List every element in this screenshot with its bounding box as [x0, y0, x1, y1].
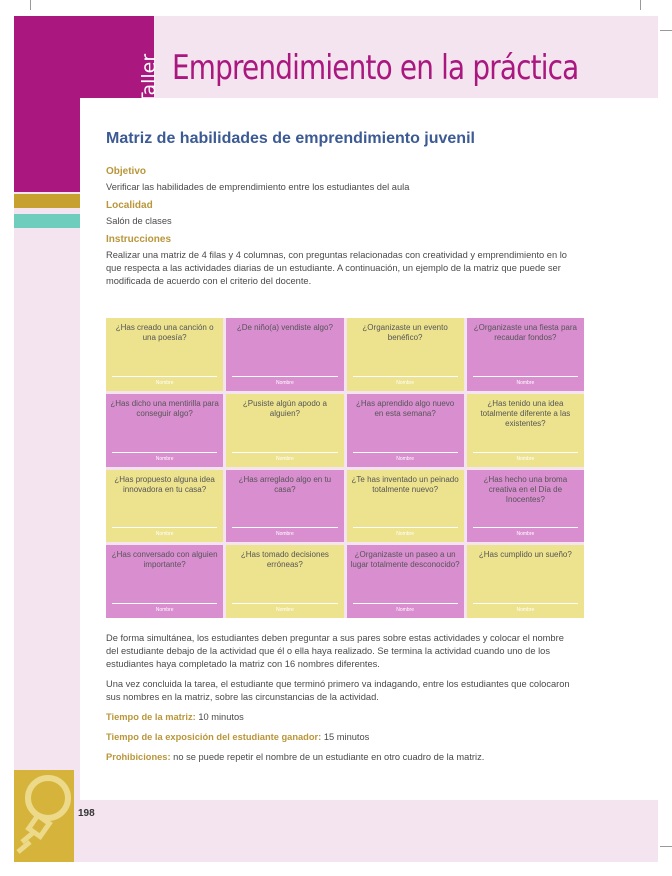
paragraph-procedure: De forma simultánea, los estudiantes deben preguntar a sus pares sobre estas actividades y colocar el nombre del estudiante debajo de la actividad que él o ella haya realizado. Se termina la actividad cuando uno de los estudiantes haya completado la matriz con 16 nombres diferentes. — [106, 633, 564, 669]
activity-details — [106, 632, 576, 771]
instrucciones-text: Realizar una matriz de 4 filas y 4 columnas, con preguntas relacionadas con creatividad y emprendimiento en lo que respecta a las actividades diarias de un estudiante. A continuación, un ejemplo de la matriz que puede ser modificada de acuerdo con el criterio del docente. — [106, 250, 567, 286]
gold-stripe — [14, 194, 80, 208]
prohibitions-label: Prohibiciones: — [106, 752, 171, 762]
matrix-cell: ¿Has propuesto alguna idea innovadora en tu casa? Nombre — [106, 470, 223, 543]
crop-mark — [30, 0, 31, 10]
skills-matrix — [106, 318, 584, 618]
matrix-cell: ¿Organizaste un evento benéfico? Nombre — [347, 318, 464, 391]
matrix-cell: ¿Has cumplido un sueño? Nombre — [467, 545, 584, 618]
section-title: Matriz de habilidades de emprendimiento juvenil — [106, 130, 475, 147]
matrix-time-label: Tiempo de la matriz: — [106, 712, 196, 722]
crop-mark — [660, 30, 672, 31]
page-title: Emprendimiento en la práctica — [172, 48, 579, 88]
matrix-cell: ¿Has aprendido algo nuevo en esta semana? Nombre — [347, 394, 464, 467]
matrix-cell: ¿Has conversado con alguien importante? Nombre — [106, 545, 223, 618]
objetivo-label: Objetivo — [106, 166, 147, 177]
matrix-cell: ¿Organizaste un paseo a un lugar totalmente desconocido? Nombre — [347, 545, 464, 618]
matrix-cell: ¿Has creado una canción o una poesía? Nombre — [106, 318, 223, 391]
localidad-label: Localidad — [106, 200, 153, 211]
matrix-cell: ¿Has tenido una idea totalmente diferente a las existentes? Nombre — [467, 394, 584, 467]
instrucciones-label: Instrucciones — [106, 234, 172, 245]
page-number: 198 — [78, 808, 95, 819]
localidad-text: Salón de clases — [106, 216, 172, 226]
exposition-time-value: 15 minutos — [323, 732, 370, 742]
prohibitions-value: no se puede repetir el nombre de un estudiante en otro cuadro de la matriz. — [173, 752, 485, 762]
matrix-time-value: 10 minutos — [198, 712, 244, 722]
crop-mark — [640, 0, 641, 10]
lightbulb-icon — [14, 770, 74, 862]
matrix-cell: ¿Organizaste una fiesta para recaudar fondos? Nombre — [467, 318, 584, 391]
matrix-cell: ¿Has tomado decisiones erróneas? Nombre — [226, 545, 343, 618]
paragraph-followup: Una vez concluida la tarea, el estudiante que terminó primero va indagando, entre los estudiantes que colocaron sus nombres en la matriz, sobre las circunstancias de la actividad. — [106, 679, 570, 702]
prohibitions-line — [106, 751, 576, 764]
teal-stripe — [14, 214, 80, 228]
matrix-cell: ¿Pusiste algún apodo a alguien? Nombre — [226, 394, 343, 467]
matrix-cell: ¿Has arreglado algo en tu casa? Nombre — [226, 470, 343, 543]
matrix-cell: ¿De niño(a) vendiste algo? Nombre — [226, 318, 343, 391]
crop-mark — [660, 846, 672, 847]
exposition-time-line — [106, 731, 576, 744]
matrix-cell: ¿Te has inventado un peinado totalmente nuevo? Nombre — [347, 470, 464, 543]
exposition-time-label: Tiempo de la exposición del estudiante ganador: — [106, 732, 322, 742]
section-tab-label: Taller — [138, 53, 160, 104]
objetivo-text: Verificar las habilidades de emprendimiento entre los estudiantes del aula — [106, 182, 410, 192]
matrix-cell: ¿Has hecho una broma creativa en el Día de Inocentes? Nombre — [467, 470, 584, 543]
activity-intro — [106, 130, 578, 288]
magenta-side-block — [14, 16, 80, 192]
matrix-cell: ¿Has dicho una mentirilla para conseguir algo? Nombre — [106, 394, 223, 467]
matrix-time-line — [106, 711, 576, 724]
